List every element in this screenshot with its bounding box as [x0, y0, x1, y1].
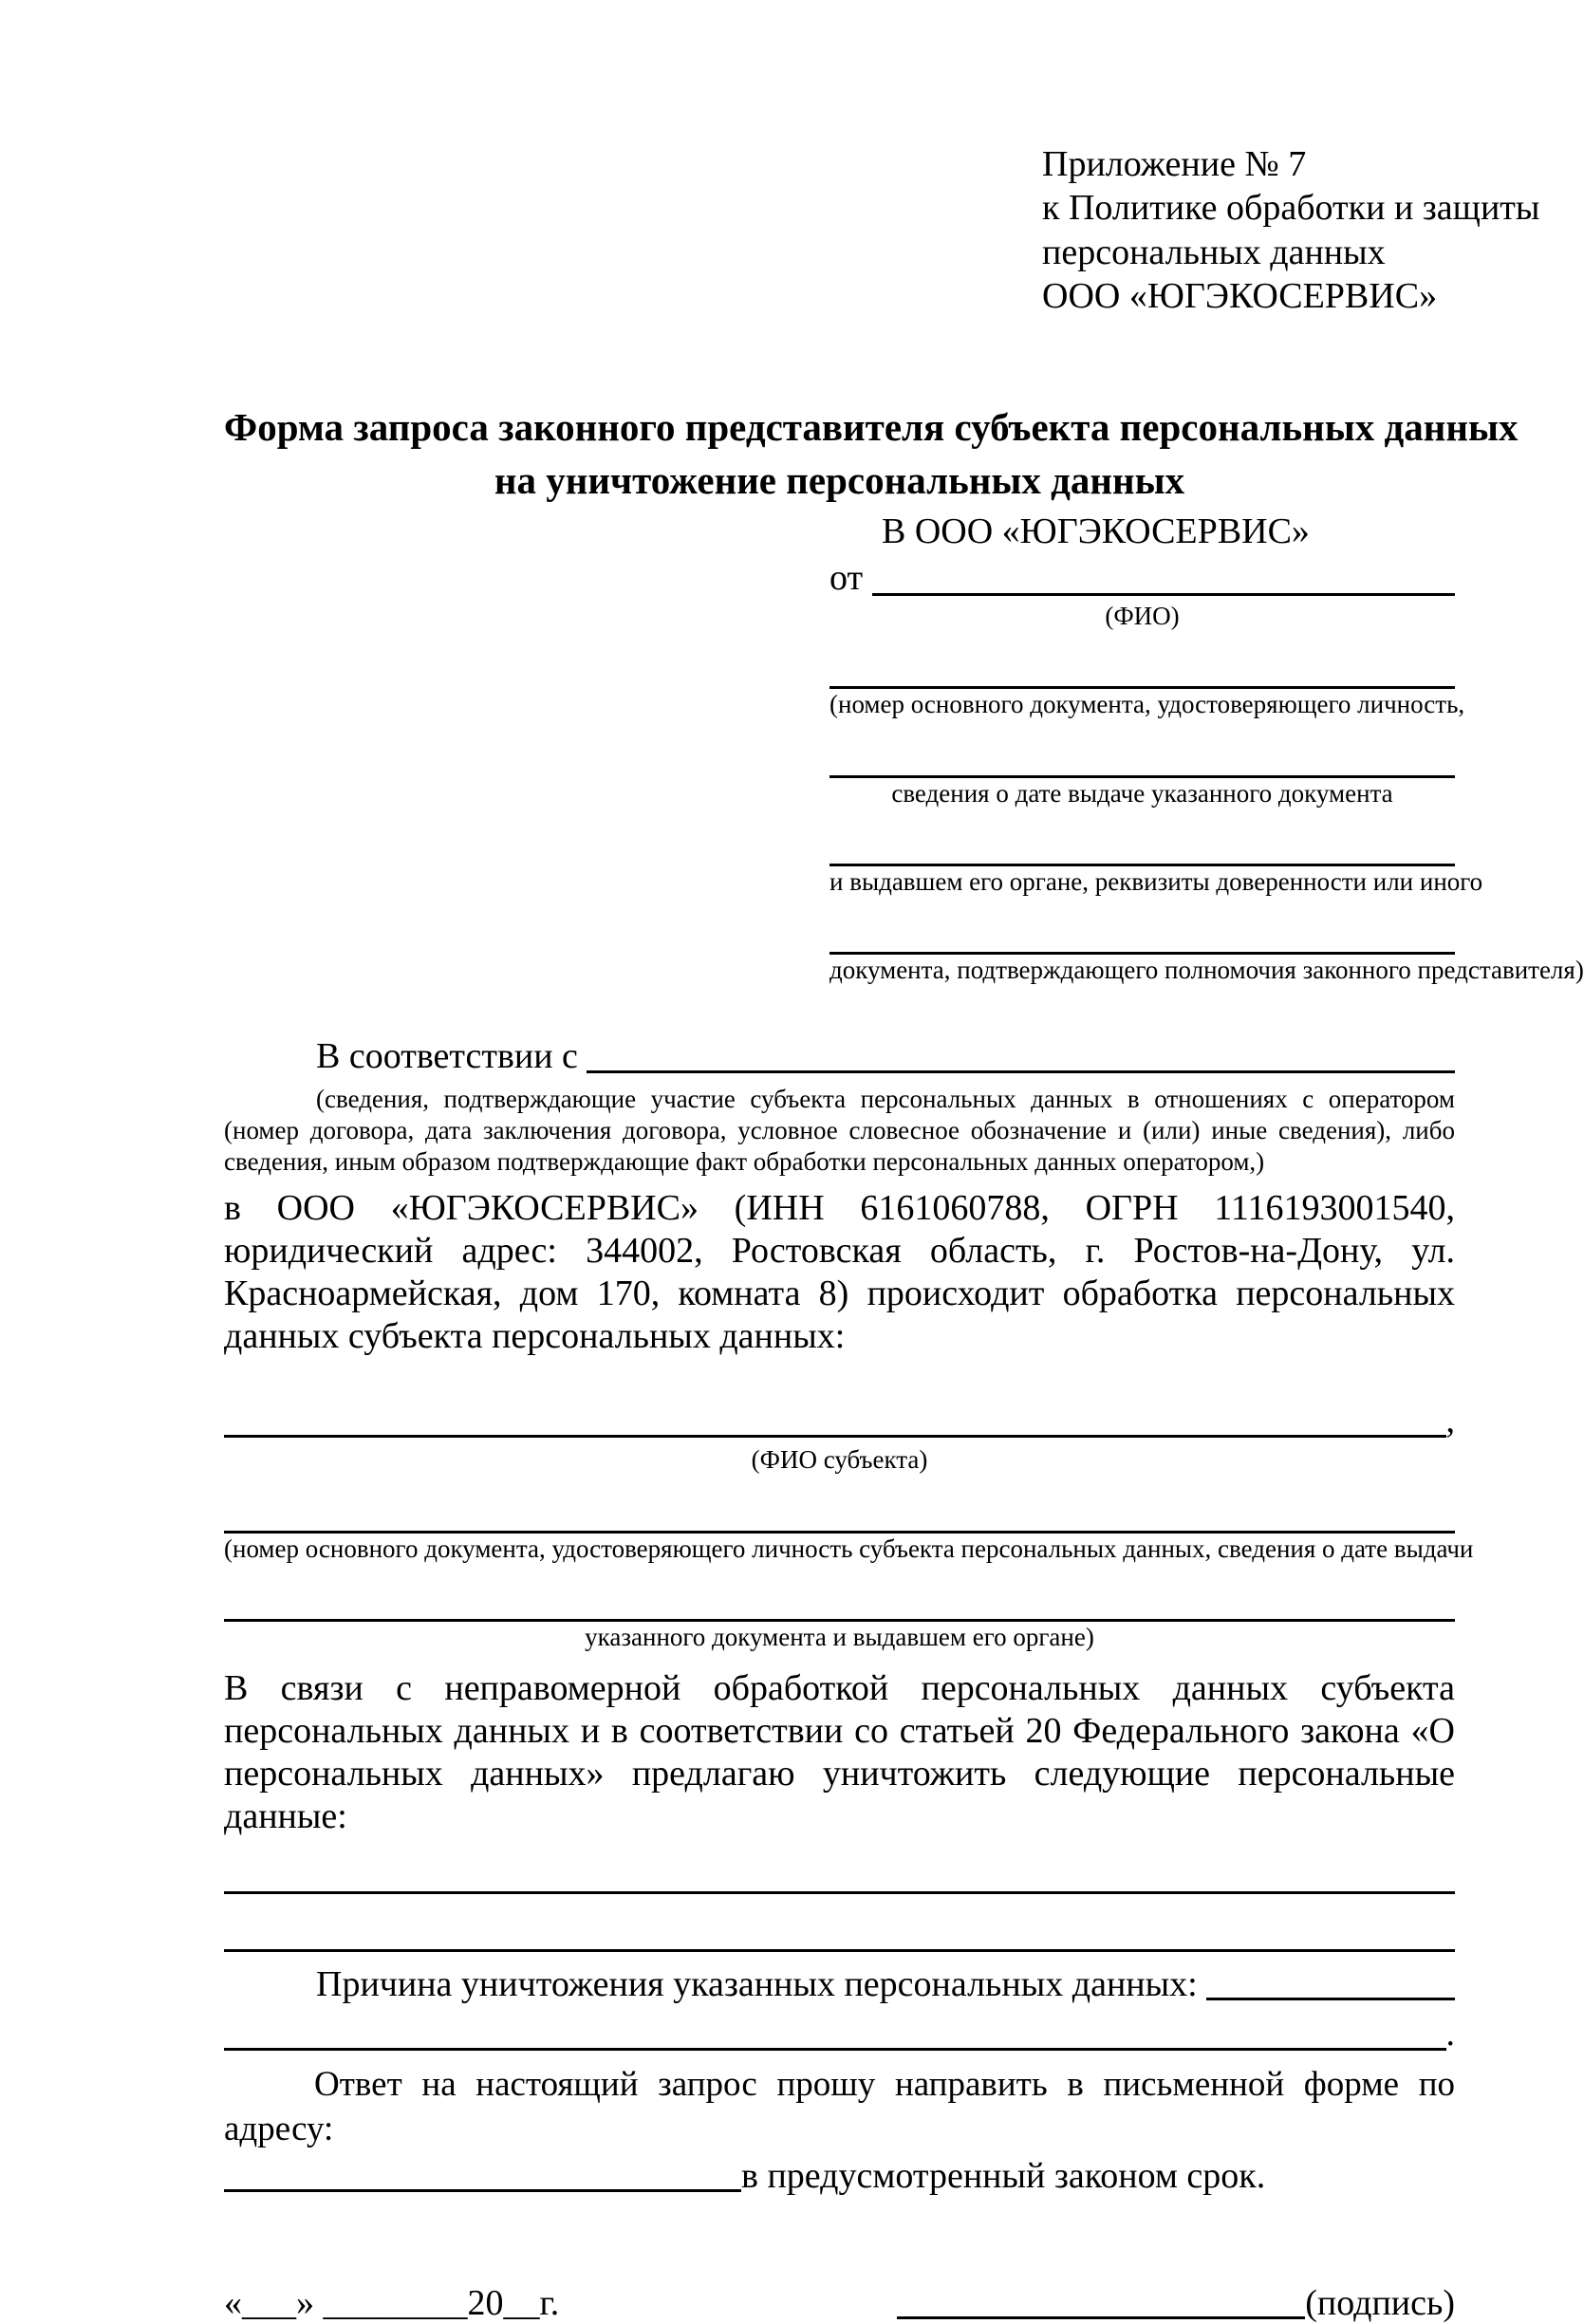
reason-blank-line-2 [224, 2048, 1446, 2051]
reason-period: . [1445, 2013, 1455, 2054]
representative-fio-blank-line [872, 593, 1455, 596]
appendix-line: к Политике обработки и защиты [1042, 188, 1540, 229]
operator-paragraph: в ООО «ЮГЭКОСЕРВИС» (ИНН 6161060788, ОГРН 1116193001540, юридический адрес: 344002, Ростовская область, г. Ростов-на-Дону, ул. Красноармейская, дом 170, комната 8) происходит обработка персональных данных субъекта персональных данных: [224, 1188, 1455, 1356]
subject-fio-row [224, 1400, 1455, 1443]
representative-doc-blank-line-4 [829, 942, 1455, 955]
destruction-request-paragraph: В связи с неправомерной обработкой персональных данных субъекта персональных данных и в соответствии со статьей 20 Федерального закона «О персональных данных» предлагаю уничтожить следующие персональные данные: [224, 1668, 1455, 1836]
subject-fio-comma: , [1445, 1400, 1455, 1441]
signature-group [897, 2282, 1455, 2324]
personal-data-blank-line-2 [224, 1894, 1455, 1952]
from-space [863, 557, 872, 601]
answer-address-blank-line [224, 2189, 741, 2192]
representative-doc-field-3 [829, 854, 1483, 897]
representative-doc-blank-line-1 [829, 677, 1455, 689]
reason-continuation-row [224, 2013, 1455, 2056]
signature-caption: (подпись) [1305, 2282, 1455, 2323]
subject-doc-caption-1: (номер основного документа, удостоверяющего личность субъекта персональных данных, сведения о дате выдачи [224, 1534, 1474, 1563]
subject-doc-field-1 [224, 1521, 1474, 1564]
reason-space [1198, 1963, 1207, 2005]
appendix-block [1042, 142, 1540, 318]
from-label: от [829, 558, 864, 599]
answer-paragraph: Ответ на настоящий запрос прошу направить в письменной форме по адресу: [224, 2065, 1455, 2148]
personal-data-blank-line-1 [224, 1851, 1455, 1894]
accordance-note: (сведения, подтверждающие участие субъекта персональных данных в отношениях с оператором (номер договора, дата заключения договора, условное словесное обозначение и (или) иные сведения), либо сведения, иным образом подтверждающие факт обработки персональных данных оператором,) [224, 1085, 1455, 1177]
subject-doc-blank-line-2 [224, 1609, 1455, 1622]
reason-blank-line [1206, 1998, 1455, 2000]
representative-doc-field-1 [829, 677, 1465, 719]
representative-doc-caption-1: (номер основного документа, удостоверяющего личность, [829, 690, 1465, 719]
addressee-block [829, 507, 1584, 986]
appendix-line: Приложение № 7 [1042, 144, 1307, 184]
reason-row [224, 1963, 1455, 2005]
subject-fio-blank-line [224, 1435, 1446, 1438]
subject-doc-field-2 [224, 1609, 1455, 1652]
representative-doc-field-2 [829, 766, 1455, 809]
representative-doc-caption-3: и выдавшем его органе, реквизиты доверенности или иного [829, 867, 1483, 897]
answer-tail: в предусмотренный законом срок. [741, 2155, 1266, 2196]
addressee-to: В ООО «ЮГЭКОСЕРВИС» [882, 511, 1310, 552]
form-title-line-1: Форма запроса законного представителя субъекта персональных данных [224, 405, 1519, 450]
accordance-blank-line [587, 1070, 1455, 1073]
appendix-line: ООО «ЮГЭКОСЕРВИС» [1042, 276, 1438, 317]
accordance-lead: В соответствии с [316, 1035, 578, 1076]
representative-doc-blank-line-3 [829, 854, 1455, 866]
appendix-line: персональных данных [1042, 232, 1386, 272]
signature-blank-line [897, 2316, 1305, 2319]
reason-lead: Причина уничтожения указанных персональных данных: [316, 1963, 1198, 2004]
representative-doc-caption-4: документа, подтверждающего полномочия законного представителя) [829, 956, 1584, 985]
representative-doc-caption-2: сведения о дате выдаче указанного документа [891, 778, 1393, 808]
subject-fio-caption: (ФИО субъекта) [751, 1445, 928, 1475]
answer-address-row [224, 2155, 1455, 2197]
representative-fio-caption: (ФИО) [1105, 601, 1180, 630]
subject-doc-caption-2: указанного документа и выдавшем его органе) [585, 1622, 1094, 1651]
date-line: «___» ________20__г. [224, 2282, 560, 2323]
representative-doc-field-4 [829, 942, 1584, 985]
form-title [224, 401, 1519, 507]
representative-doc-blank-line-2 [829, 766, 1455, 778]
from-row [829, 557, 1455, 601]
date-signature-row [224, 2282, 1455, 2324]
form-title-line-2: на уничтожение персональных данных [494, 457, 1185, 502]
subject-doc-blank-line-1 [224, 1521, 1455, 1534]
accordance-row [224, 1035, 1455, 1079]
accordance-space [578, 1035, 587, 1079]
